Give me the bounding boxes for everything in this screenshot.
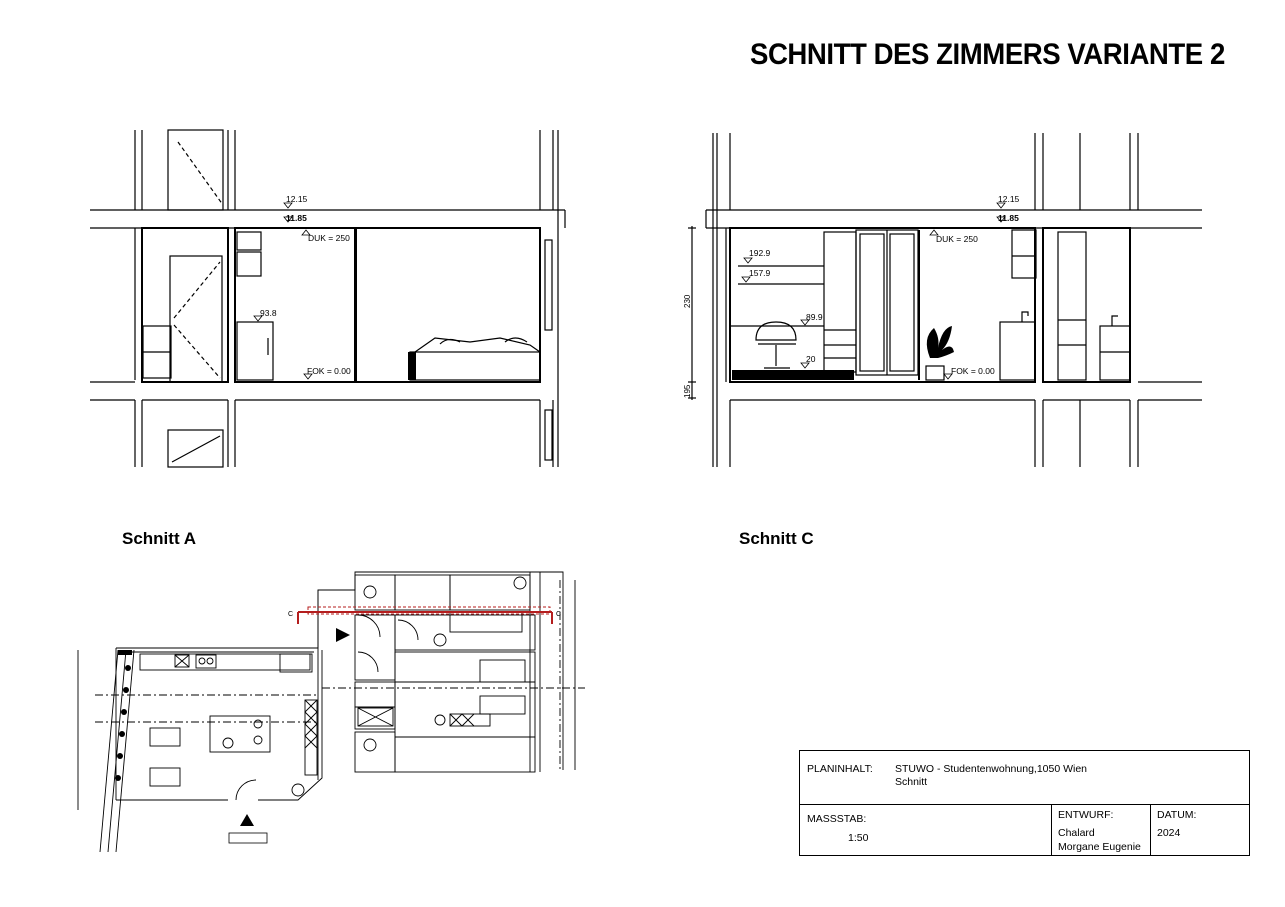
datum-value: 2024 <box>1157 827 1181 839</box>
planinhalt-label: PLANINHALT: <box>807 763 873 775</box>
sec-c-shelf2: 157.9 <box>749 268 771 278</box>
sec-c-desk: 89.9 <box>806 312 823 322</box>
sec-a-level-top: 12.15 <box>286 194 308 204</box>
sec-c-dim-lower: 195 <box>683 384 692 398</box>
entwurf-name-1: Chalard <box>1058 827 1095 839</box>
sec-c-fok: FOK = 0.00 <box>951 366 995 376</box>
sec-c-level-ceiling: 11.85 <box>998 213 1019 223</box>
title-block <box>799 750 1250 856</box>
section-c-label: Schnitt C <box>739 529 814 548</box>
title-block-planinhalt-row <box>800 751 1249 805</box>
sec-a-level-ceiling: 11.85 <box>286 213 307 223</box>
entwurf-name-2: Morgane Eugenie <box>1058 841 1141 853</box>
sec-c-duk: DUK = 250 <box>936 234 978 244</box>
massstab-label: MASSSTAB: <box>807 813 867 825</box>
datum-label: DATUM: <box>1157 809 1197 821</box>
plan-cut-letter-left: C <box>288 611 294 618</box>
sec-a-counter: 93.8 <box>260 308 277 318</box>
sheet-title: SCHNITT DES ZIMMERS VARIANTE 2 <box>750 38 1225 71</box>
planinhalt-value: STUWO - Studentenwohnung,1050 Wien <box>895 763 1088 775</box>
sec-c-dim-height: 230 <box>683 294 692 308</box>
massstab-value: 1:50 <box>848 832 869 844</box>
sec-a-duk: DUK = 250 <box>308 233 350 243</box>
sec-a-fok: FOK = 0.00 <box>307 366 351 376</box>
sec-c-level-top: 12.15 <box>998 194 1020 204</box>
sec-c-shelf1: 192.9 <box>749 248 771 258</box>
section-a-label: Schnitt A <box>122 529 196 548</box>
planinhalt-sub: Schnitt <box>895 776 928 788</box>
sec-c-floor-item: 20 <box>806 354 816 364</box>
entwurf-label: ENTWURF: <box>1058 809 1114 821</box>
plan-cut-letter-right: C <box>556 611 562 618</box>
